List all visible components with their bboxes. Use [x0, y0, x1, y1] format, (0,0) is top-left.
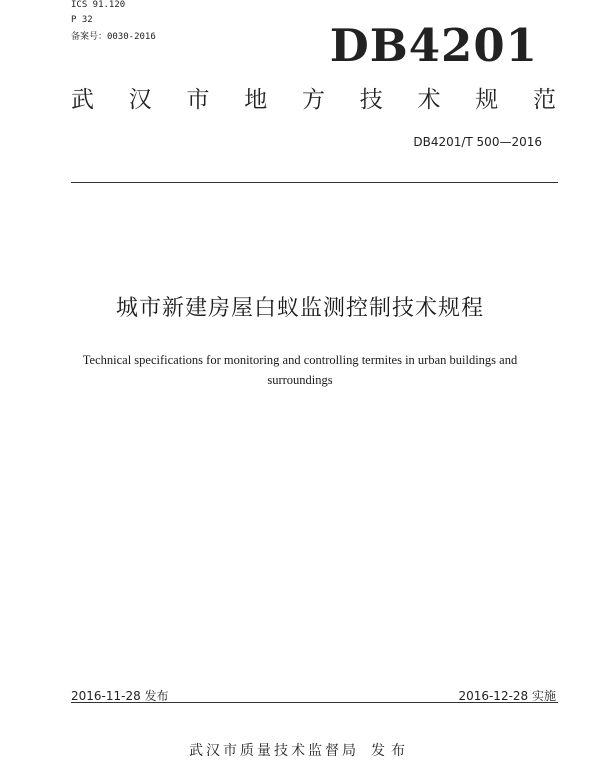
standard-type	[71, 86, 556, 114]
classification-code: P 32	[71, 15, 93, 25]
standard-type-char: 武	[71, 87, 94, 113]
issuing-authority: 武汉市质量技术监督局	[189, 743, 359, 759]
issue-date: 2016-11-28 发布	[71, 689, 169, 703]
footer-divider	[71, 702, 558, 703]
standard-type-char: 技	[359, 87, 383, 113]
standard-type-char: 范	[533, 87, 556, 113]
document-title-english: Technical specifications for monitoring and controlling termites in urban buildings and surroundings	[82, 353, 518, 387]
standard-number: DB4201/T 500—2016	[413, 135, 542, 149]
header-divider	[71, 182, 558, 183]
document-title-chinese: 城市新建房屋白蚁监测控制技术规程	[115, 296, 484, 321]
standard-type-char: 方	[302, 87, 325, 113]
filing-number: 备案号：0030-2016	[71, 32, 156, 42]
standard-type-char: 地	[244, 87, 268, 113]
implementation-date: 2016-12-28 实施	[458, 689, 556, 703]
issuer-line	[0, 740, 600, 760]
standard-type-char: 市	[186, 87, 210, 113]
standard-mark: DB4201	[329, 19, 538, 72]
standard-type-char: 术	[417, 87, 441, 113]
ics-code: ICS 91.120	[71, 0, 126, 10]
standard-type-char: 汉	[128, 87, 152, 113]
issue-verb: 发布	[371, 743, 411, 759]
standard-type-char: 规	[475, 87, 499, 113]
